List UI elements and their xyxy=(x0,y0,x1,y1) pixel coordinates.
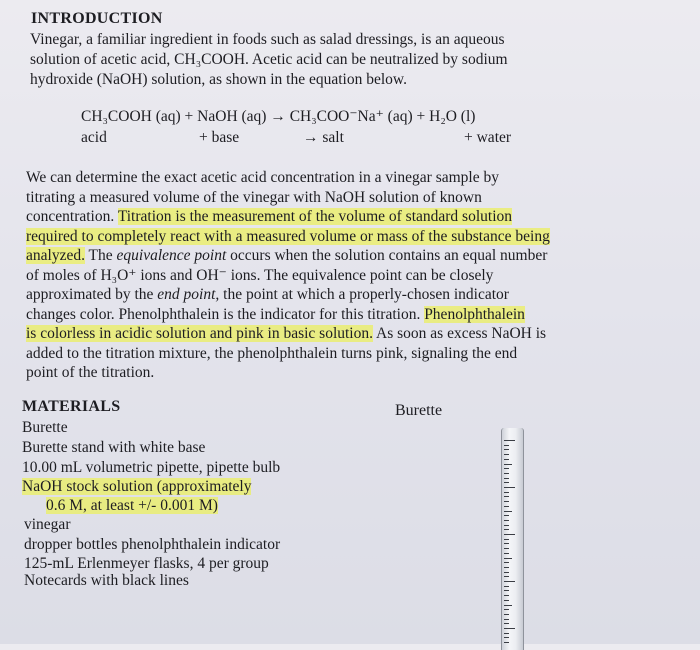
highlight-phenolphthalein-2: is colorless in acidic solution and pink in basic solution. xyxy=(26,325,373,342)
highlight-naoh-2: 0.6 M, at least +/- 0.001 M) xyxy=(46,497,218,514)
burette-tick xyxy=(504,459,509,460)
paragraph-line-11: point of the titration. xyxy=(26,364,155,381)
materials-item: 10.00 mL volumetric pipette, pipette bulb xyxy=(22,459,281,476)
materials-item xyxy=(22,477,251,497)
burette-tick xyxy=(504,590,509,591)
paragraph-line-9: is colorless in acidic solution and pink in basic solution. As soon as excess NaOH is xyxy=(26,325,547,342)
burette-tick xyxy=(504,628,515,629)
materials-item: 125-mL Erlenmeyer flasks, 4 per group xyxy=(24,555,269,572)
burette-tick xyxy=(504,501,509,502)
burette-tick xyxy=(504,464,512,465)
materials-heading: MATERIALS xyxy=(22,398,121,415)
burette-tick xyxy=(504,445,509,446)
materials-item: Burette stand with white base xyxy=(22,439,206,456)
burette-tick xyxy=(504,454,509,455)
paragraph-line-10: added to the titration mixture, the phenolphthalein turns pink, signaling the end xyxy=(26,345,518,362)
burette-tick xyxy=(504,623,509,624)
intro-heading: INTRODUCTION xyxy=(31,10,163,27)
chemical-equation: CH₃COOH (aq) + NaOH (aq) → CH₃COO⁻Na⁺ (aq) + H₂O (l) xyxy=(81,108,476,125)
burette-tick xyxy=(504,487,515,488)
equivalence-point-term: equivalence point xyxy=(116,247,227,264)
burette-tick xyxy=(504,511,512,512)
equation-label-acid: acid xyxy=(81,129,107,146)
burette-tick xyxy=(504,468,509,469)
burette-tick xyxy=(504,586,509,587)
burette-tick xyxy=(504,539,509,540)
materials-item: vinegar xyxy=(24,516,71,533)
burette-tick xyxy=(504,520,509,521)
burette-tick xyxy=(504,558,512,559)
equation-label-base: + base xyxy=(199,129,240,146)
highlight-titration-def-1: Titration is the measurement of the volume of standard solution xyxy=(117,208,513,225)
equation-label-salt: → salt xyxy=(303,129,344,146)
burette-tick xyxy=(504,572,509,573)
burette-tick xyxy=(504,496,509,497)
burette-tick xyxy=(504,440,515,441)
burette-tick xyxy=(504,548,509,549)
highlight-phenolphthalein-1: Phenolphthalein xyxy=(424,306,525,323)
burette-tick xyxy=(504,576,509,577)
burette-illustration xyxy=(501,428,524,650)
burette-tick xyxy=(504,473,509,474)
highlight-naoh-1: NaOH stock solution (approximately xyxy=(22,478,252,495)
paragraph-line-8: changes color. Phenolphthalein is the indicator for this titration. Phenolphthalein xyxy=(26,306,525,323)
burette-tick xyxy=(504,529,509,530)
highlight-titration-def-3: analyzed. xyxy=(26,247,85,264)
burette-tick xyxy=(504,449,509,450)
intro-line-3: hydroxide (NaOH) solution, as shown in the equation below. xyxy=(30,71,407,88)
materials-item: Burette xyxy=(22,419,68,436)
burette-tick xyxy=(504,605,512,606)
paragraph-line-2: titrating a measured volume of the vinegar with NaOH solution of known xyxy=(26,189,482,206)
intro-line-1: Vinegar, a familiar ingredient in foods such as salad dressings, is an aqueous xyxy=(30,31,505,48)
paragraph-line-1: We can determine the exact acetic acid concentration in a vinegar sample by xyxy=(26,169,499,186)
paragraph-line-3: concentration. Titration is the measurement of the volume of standard solution xyxy=(26,208,513,225)
burette-tick xyxy=(504,567,509,568)
end-point-term: end point, xyxy=(157,286,220,303)
paragraph-line-5: analyzed. The equivalence point occurs when the solution contains an equal number xyxy=(26,247,548,264)
burette-tick xyxy=(504,553,509,554)
burette-tick xyxy=(504,482,509,483)
burette-tick xyxy=(504,492,509,493)
burette-tick xyxy=(504,515,509,516)
materials-item xyxy=(46,496,218,516)
burette-tick xyxy=(504,478,509,479)
burette-tick xyxy=(504,600,509,601)
burette-tick xyxy=(504,581,515,582)
materials-item: dropper bottles phenolphthalein indicator xyxy=(24,536,281,553)
burette-tick xyxy=(504,633,509,634)
burette-tick xyxy=(504,595,509,596)
equation-label-water: + water xyxy=(464,129,512,146)
burette-tick xyxy=(504,642,509,643)
burette-tick xyxy=(504,534,515,535)
intro-line-2: solution of acetic acid, CH₃COOH. Acetic acid can be neutralized by sodium xyxy=(30,51,508,68)
burette-tick xyxy=(504,614,509,615)
burette-tick xyxy=(504,543,509,544)
burette-figure-label: Burette xyxy=(395,402,443,419)
burette-tick xyxy=(504,609,509,610)
highlight-titration-def-2: required to completely react with a measured volume or mass of the substance being xyxy=(26,228,550,245)
burette-tick xyxy=(504,619,509,620)
burette-tick xyxy=(504,525,509,526)
materials-item: Notecards with black lines xyxy=(24,572,189,589)
burette-tick xyxy=(504,562,509,563)
paragraph-line-7: approximated by the end point, the point at which a properly-chosen indicator xyxy=(26,286,509,303)
burette-tick xyxy=(504,506,509,507)
paragraph-line-6: of moles of H₃O⁺ ions and OH⁻ ions. The equivalence point can be closely xyxy=(26,267,494,284)
burette-tick xyxy=(504,637,509,638)
paragraph-line-4 xyxy=(26,227,550,247)
